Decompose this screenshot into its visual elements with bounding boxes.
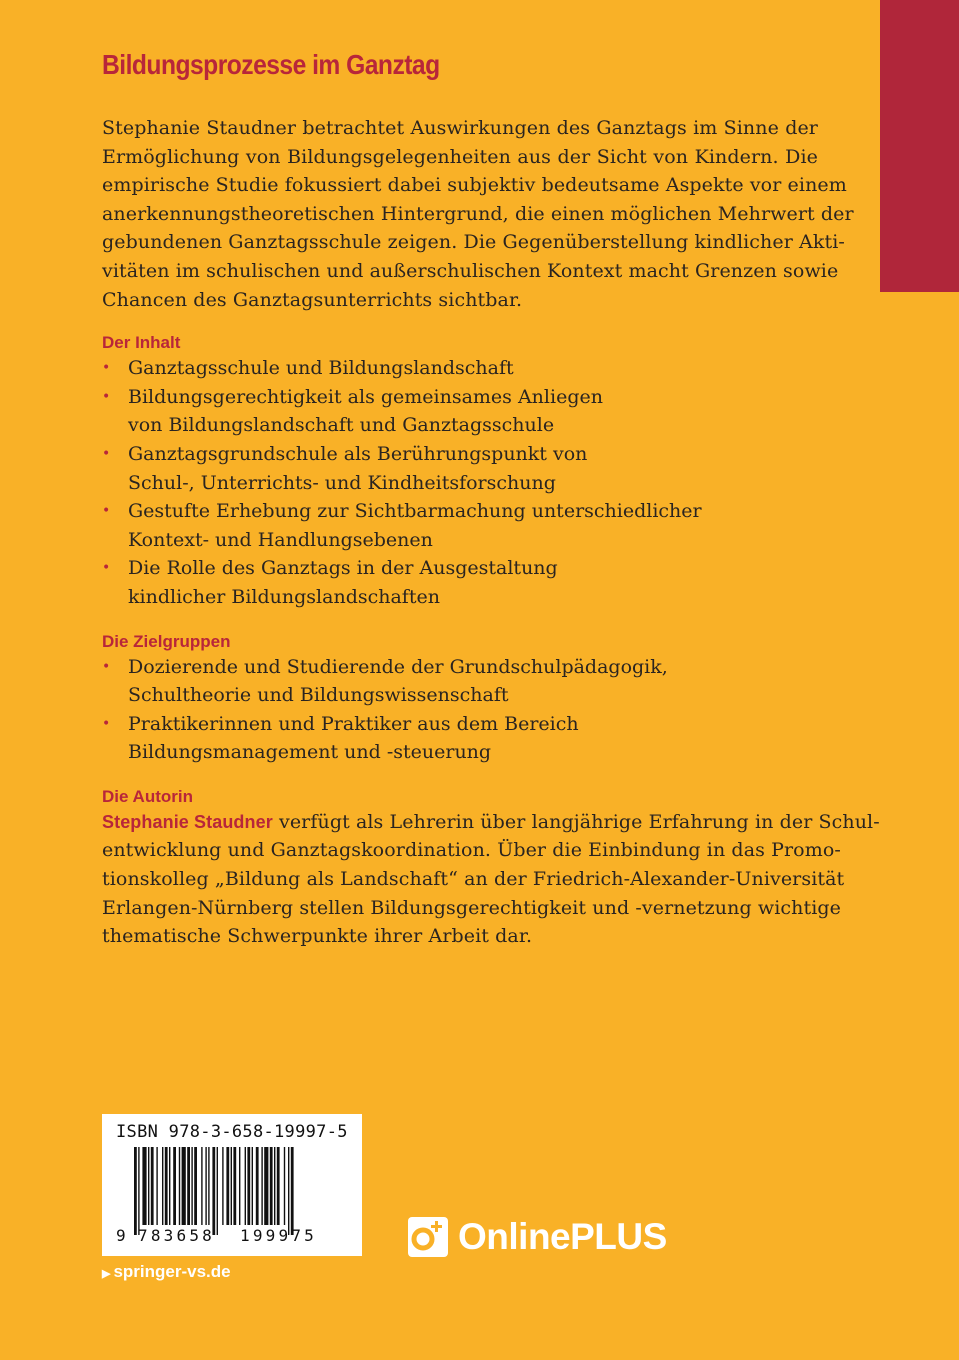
- barcode-bar: [156, 1147, 157, 1225]
- intro-line: empirische Studie fokussiert dabei subjektiv bedeutsame Aspekte vor einem: [102, 174, 847, 197]
- barcode-bar: [222, 1147, 223, 1225]
- author-line: thematische Schwerpunkte ihrer Arbeit dar.: [102, 925, 533, 948]
- barcode-bar: [274, 1147, 275, 1225]
- barcode-bar: [239, 1147, 240, 1225]
- barcode-bar: [284, 1147, 285, 1225]
- list-item-line: • Ganztagsgrundschule als Berührungspunkt von: [128, 442, 588, 465]
- isbn-barcode: [102, 1114, 362, 1256]
- barcode-bar: [270, 1147, 273, 1225]
- website-text: springer-vs.de: [113, 1262, 231, 1281]
- list-item: [102, 710, 818, 767]
- section-heading-inhalt: Der Inhalt: [102, 333, 181, 353]
- list-item-line: • Die Rolle des Ganztags in der Ausgestaltung: [128, 557, 558, 580]
- list-item-line: kindlicher Bildungslandschaften: [128, 585, 440, 608]
- list-item-line: Schul-, Unterrichts- und Kindheitsforschung: [128, 471, 556, 494]
- author-name: Stephanie Staudner: [102, 811, 273, 832]
- barcode-bar: [208, 1147, 209, 1225]
- online-plus-text: OnlinePLUS: [458, 1216, 667, 1257]
- list-item-line: • Ganztagsschule und Bildungslandschaft: [128, 357, 514, 380]
- list-item-line: Schultheorie und Bildungswissenschaft: [128, 684, 509, 707]
- barcode-bar: [165, 1147, 168, 1225]
- barcode-bar: [162, 1147, 163, 1225]
- author-first-line-text: verfügt als Lehrerin über langjährige Erfahrung in der Schul-: [272, 810, 880, 833]
- section-heading-autorin: Die Autorin: [102, 786, 193, 806]
- barcode-bar: [212, 1147, 215, 1235]
- intro-line: vitäten im schulischen und außerschulischen Kontext macht Grenzen sowie: [102, 259, 839, 282]
- barcode-bar: [151, 1147, 154, 1225]
- intro-line: gebundenen Ganztagsschule zeigen. Die Gegenüberstellung kindlicher Akti-: [102, 231, 845, 254]
- list-item-line: Kontext- und Handlungsebenen: [128, 528, 433, 551]
- author-line: tionskolleg „Bildung als Landschaft“ an der Friedrich-Alexander-Universität: [102, 868, 845, 891]
- intro-line: Stephanie Staudner betrachtet Auswirkungen des Ganztags im Sinne der: [102, 117, 818, 139]
- zielgruppen-list: [102, 653, 818, 767]
- author-first-line: [102, 808, 880, 837]
- barcode-digit-lead: 9: [116, 1226, 126, 1245]
- barcode-bar: [217, 1147, 218, 1235]
- barcode-bar: [201, 1147, 202, 1225]
- book-title: Bildungsprozesse im Ganztag: [102, 49, 440, 80]
- list-item-line: • Dozierende und Studierende der Grundschulpädagogik,: [128, 655, 668, 678]
- barcode-bar: [231, 1147, 232, 1225]
- list-item-line: von Bildungslandschaft und Ganztagsschule: [128, 414, 555, 437]
- online-plus-logo: [408, 1214, 667, 1260]
- barcode-bar: [205, 1147, 206, 1225]
- author-line: entwicklung und Ganztagskoordination. Über die Einbindung in das Promo-: [102, 839, 841, 862]
- barcode-bar: [288, 1147, 289, 1235]
- barcode-bar: [233, 1147, 236, 1225]
- barcode-bar: [179, 1147, 180, 1225]
- list-item: [102, 354, 818, 383]
- barcode-bars: [134, 1147, 339, 1235]
- barcode-bar: [256, 1147, 259, 1225]
- list-item: [102, 497, 818, 554]
- barcode-bar: [291, 1147, 294, 1235]
- barcode-bar: [148, 1147, 149, 1225]
- barcode-bar: [245, 1147, 246, 1225]
- author-paragraph: [102, 808, 880, 951]
- list-item-line: • Praktikerinnen und Praktiker aus dem Bereich: [128, 712, 579, 735]
- barcode-bar: [173, 1147, 176, 1225]
- barcode-bar: [247, 1147, 250, 1225]
- section-heading-zielgruppen: Die Zielgruppen: [102, 631, 231, 651]
- online-plus-badge-icon: [408, 1217, 448, 1257]
- red-corner-tab: [880, 0, 959, 292]
- barcode-bar: [134, 1147, 137, 1235]
- intro-line: Chancen des Ganztagsunterrichts sichtbar.: [102, 288, 523, 311]
- barcode-digit-group-right: 199975: [240, 1226, 317, 1245]
- back-cover-text: [102, 48, 880, 951]
- isbn-label: ISBN 978-3-658-19997-5: [116, 1122, 348, 1142]
- barcode-bar: [169, 1147, 170, 1225]
- o-plus-icon: [408, 1217, 448, 1257]
- list-item-line: • Bildungsgerechtigkeit als gemeinsames Anliegen: [128, 385, 603, 408]
- intro-paragraph: [102, 114, 854, 314]
- barcode-bar: [194, 1147, 197, 1225]
- barcode-bar: [138, 1147, 139, 1235]
- triangle-right-icon: ▶: [102, 1268, 111, 1280]
- barcode-bar: [187, 1147, 190, 1225]
- list-item: [102, 554, 818, 611]
- barcode-bar: [226, 1147, 229, 1225]
- barcode-digit-group-left: 783658: [138, 1226, 215, 1245]
- list-item: [102, 440, 818, 497]
- barcode-bar: [182, 1147, 186, 1225]
- barcode-bar: [142, 1147, 146, 1225]
- author-line: Erlangen-Nürnberg stellen Bildungsgerechtigkeit und -vernetzung wichtige: [102, 896, 841, 919]
- barcode-bar: [252, 1147, 253, 1225]
- list-item: [102, 653, 818, 710]
- barcode-bar: [277, 1147, 280, 1225]
- list-item: [102, 383, 818, 440]
- barcode-bar: [264, 1147, 268, 1225]
- website-link[interactable]: [102, 1262, 231, 1282]
- barcode-bar: [191, 1147, 192, 1225]
- list-item-line: • Gestufte Erhebung zur Sichtbarmachung unterschiedlicher: [128, 500, 702, 523]
- list-item-line: Bildungsmanagement und -steuerung: [128, 741, 492, 764]
- intro-line: anerkennungstheoretischen Hintergrund, die einen möglichen Mehrwert der: [102, 202, 854, 225]
- intro-line: Ermöglichung von Bildungsgelegenheiten aus der Sicht von Kindern. Die: [102, 145, 818, 168]
- inhalt-list: [102, 354, 818, 611]
- barcode-bar: [261, 1147, 262, 1225]
